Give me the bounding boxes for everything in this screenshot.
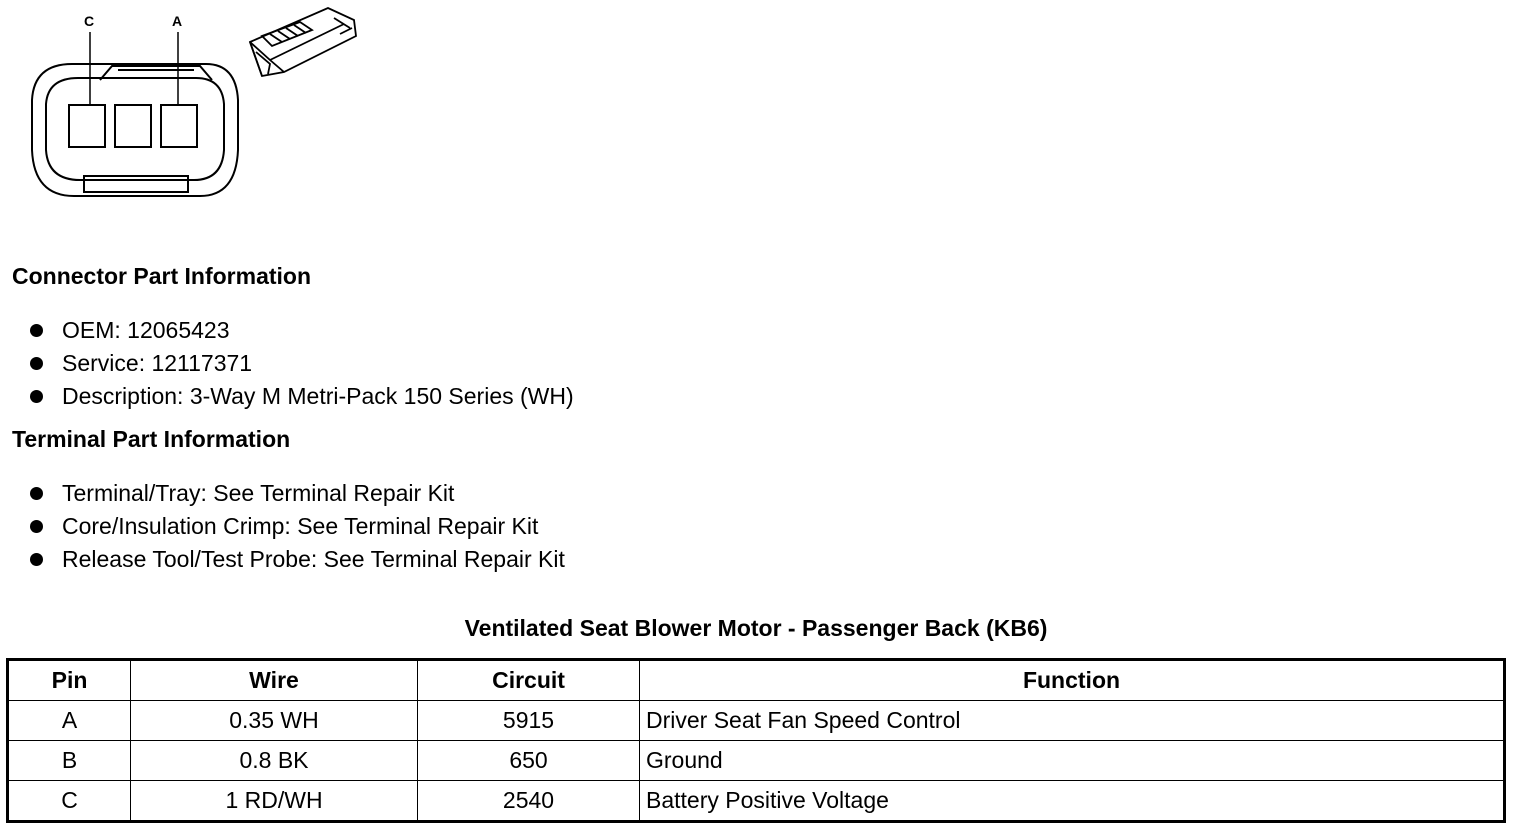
list-item [24, 477, 565, 510]
list-item-text: Terminal/Tray: See Terminal Repair Kit [62, 480, 455, 506]
cavity-c [69, 105, 105, 147]
bullet-icon [30, 390, 43, 403]
cell-pin: B [8, 741, 131, 781]
list-item-text: Release Tool/Test Probe: See Terminal Repair Kit [62, 546, 565, 572]
pinout-table-title: Ventilated Seat Blower Motor - Passenger Back (KB6) [464, 615, 1048, 641]
connector-part-info-list [24, 314, 574, 413]
cell-function: Ground [640, 741, 1505, 781]
header-pin: Pin [8, 660, 131, 701]
list-item-text: Service: 12117371 [62, 350, 253, 376]
bullet-icon [30, 487, 43, 500]
table-header-row [8, 660, 1505, 701]
cell-wire: 0.35 WH [131, 701, 418, 741]
cell-wire: 0.8 BK [131, 741, 418, 781]
bullet-icon [30, 357, 43, 370]
list-item [24, 347, 574, 380]
list-item-text: Description: 3-Way M Metri-Pack 150 Series (WH) [62, 383, 574, 409]
pinout-table [6, 658, 1506, 823]
list-item-text: Core/Insulation Crimp: See Terminal Repair Kit [62, 513, 539, 539]
pin-label-c: C [84, 13, 95, 29]
cell-pin: A [8, 701, 131, 741]
connector-perspective [250, 8, 356, 76]
cell-circuit: 650 [418, 741, 640, 781]
cell-function: Battery Positive Voltage [640, 781, 1505, 822]
cell-circuit: 5915 [418, 701, 640, 741]
header-function: Function [640, 660, 1505, 701]
list-item [24, 543, 565, 576]
pin-label-a: A [172, 13, 183, 29]
table-row [8, 701, 1505, 741]
connector-diagram [0, 0, 380, 210]
cell-circuit: 2540 [418, 781, 640, 822]
bullet-icon [30, 553, 43, 566]
connector-part-info-heading: Connector Part Information [12, 263, 312, 289]
list-item [24, 380, 574, 413]
cavity-a [161, 105, 197, 147]
header-wire: Wire [131, 660, 418, 701]
cell-function: Driver Seat Fan Speed Control [640, 701, 1505, 741]
table-row [8, 741, 1505, 781]
bullet-icon [30, 324, 43, 337]
table-row [8, 781, 1505, 822]
terminal-part-info-list [24, 477, 565, 576]
cell-wire: 1 RD/WH [131, 781, 418, 822]
list-item [24, 510, 565, 543]
list-item [24, 314, 574, 347]
terminal-part-info-heading: Terminal Part Information [12, 426, 291, 452]
cell-pin: C [8, 781, 131, 822]
cavity-b [115, 105, 151, 147]
list-item-text: OEM: 12065423 [62, 317, 230, 343]
bullet-icon [30, 520, 43, 533]
header-circuit: Circuit [418, 660, 640, 701]
